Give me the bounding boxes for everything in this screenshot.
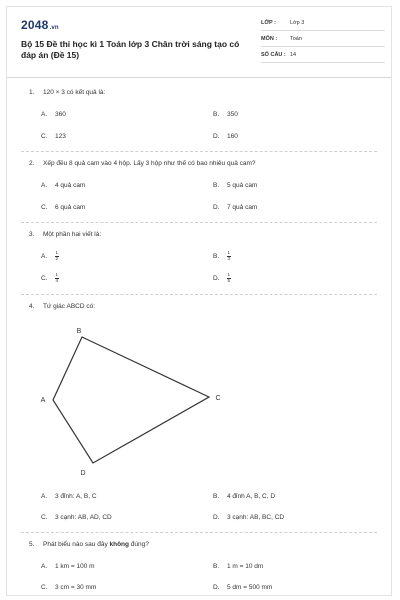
question-number: 1. (29, 89, 35, 96)
option-b[interactable] (213, 251, 231, 261)
meta-label-grade: LỚP : (261, 20, 276, 26)
option-a[interactable] (41, 493, 97, 500)
option-text: 4 quả cam (55, 182, 86, 189)
option-letter: B. (213, 182, 220, 189)
option-letter: B. (213, 563, 220, 570)
option-d[interactable] (213, 133, 238, 140)
meta-value-subject: Toán (290, 36, 302, 42)
option-b[interactable] (213, 111, 238, 118)
fraction-denominator: 2 (55, 255, 59, 261)
option-letter: D. (213, 274, 220, 282)
option-letter: B. (213, 252, 220, 260)
option-a[interactable] (41, 182, 85, 189)
option-letter: C. (41, 274, 48, 282)
option-c[interactable] (41, 273, 59, 283)
fraction (55, 251, 59, 261)
option-text: 123 (55, 133, 66, 140)
question-text: Phát biểu nào sau đây (43, 541, 110, 548)
meta-value-grade: Lớp 3 (290, 20, 305, 26)
question-number: 3. (29, 231, 35, 238)
option-letter: A. (41, 563, 48, 570)
option-text: 3 cm = 30 mm (55, 584, 97, 591)
exam-page (6, 6, 392, 596)
vertex-label-c: C (215, 395, 221, 402)
option-text: 3 đỉnh: A, B, C (55, 493, 97, 500)
option-letter: C. (41, 204, 48, 211)
option-letter: C. (41, 514, 48, 521)
option-b[interactable] (213, 493, 275, 500)
option-text: 6 quả cam (55, 204, 86, 211)
question-divider (21, 222, 377, 223)
fraction-denominator: 5 (227, 277, 231, 283)
option-d[interactable] (213, 204, 257, 211)
option-letter: D. (213, 584, 220, 591)
vertex-label-a: A (40, 397, 46, 404)
option-letter: A. (41, 493, 48, 500)
option-letter: A. (41, 252, 48, 260)
header-divider (7, 77, 391, 78)
fraction-numerator: 1 (55, 272, 59, 277)
option-text: 5 dm = 500 mm (227, 584, 273, 591)
site-logo[interactable] (21, 18, 59, 32)
option-d[interactable] (213, 273, 231, 283)
option-b[interactable] (213, 182, 257, 189)
option-c[interactable] (41, 514, 112, 521)
question-1 (29, 89, 105, 96)
question-divider (21, 294, 377, 295)
fraction-denominator: 3 (227, 255, 231, 261)
meta-divider (261, 30, 385, 31)
question-text: đúng? (129, 541, 149, 548)
meta-value-count: 14 (290, 52, 297, 58)
exam-title: Bộ 15 Đề thi học kì 1 Toán lớp 3 Chân trời sáng tạo có đáp án (Đề 15) (21, 39, 240, 60)
quadrilateral-abcd-figure (27, 321, 237, 483)
question-text-emphasis: không (109, 541, 129, 548)
option-text: 1 km = 100 m (55, 563, 95, 570)
option-text: 160 (227, 133, 238, 140)
fraction (55, 273, 59, 283)
option-c[interactable] (41, 133, 66, 140)
option-letter: D. (213, 514, 220, 521)
question-text: Một phần hai viết là: (43, 231, 102, 238)
option-letter: C. (41, 584, 48, 591)
option-d[interactable] (213, 584, 272, 591)
vertex-label-d: D (80, 470, 86, 477)
option-letter: B. (213, 493, 220, 500)
option-text: 350 (227, 111, 238, 118)
question-number: 4. (29, 303, 35, 310)
fraction-numerator: 1 (55, 250, 59, 255)
option-a[interactable] (41, 111, 66, 118)
meta-label-count: SỐ CÂU : (261, 52, 286, 58)
question-number: 5. (29, 541, 35, 548)
option-d[interactable] (213, 514, 284, 521)
question-3 (29, 231, 101, 238)
option-text: 5 quả cam (227, 182, 258, 189)
question-text: 120 × 3 có kết quả là: (43, 89, 106, 96)
question-4 (29, 303, 95, 310)
fraction (227, 273, 231, 283)
option-letter: D. (213, 204, 220, 211)
option-letter: A. (41, 182, 48, 189)
option-text: 1 m = 10 dm (227, 563, 264, 570)
question-text: Tứ giác ABCD có: (43, 303, 96, 310)
option-letter: B. (213, 111, 220, 118)
option-text: 3 cạnh: AB, AD, CD (55, 514, 112, 521)
quadrilateral-shape (53, 337, 209, 463)
option-a[interactable] (41, 563, 95, 570)
option-a[interactable] (41, 251, 59, 261)
meta-divider (261, 62, 385, 63)
question-number: 2. (29, 160, 35, 167)
option-letter: D. (213, 133, 220, 140)
option-b[interactable] (213, 563, 263, 570)
question-divider (21, 532, 377, 533)
option-text: 360 (55, 111, 66, 118)
option-text: 4 đỉnh A, B, C, D (227, 493, 276, 500)
fraction-denominator: 4 (55, 277, 59, 283)
question-5 (29, 541, 149, 548)
option-text: 7 quả cam (227, 204, 258, 211)
question-2 (29, 160, 256, 167)
fraction (227, 251, 231, 261)
logo-text: 2048 (21, 18, 49, 32)
vertex-label-b: B (76, 328, 82, 335)
meta-divider (261, 46, 385, 47)
question-text: Xếp đều 8 quả cam vào 4 hộp. Lấy 3 hộp như thế có bao nhiêu quả cam? (43, 160, 256, 167)
option-text: 3 cạnh: AB, BC, CD (227, 514, 285, 521)
option-c[interactable] (41, 204, 85, 211)
option-letter: A. (41, 111, 48, 118)
meta-label-subject: MÔN : (261, 36, 278, 42)
fraction-numerator: 1 (227, 272, 231, 277)
logo-suffix: .vn (49, 25, 59, 31)
question-divider (21, 151, 377, 152)
fraction-numerator: 1 (227, 250, 231, 255)
option-letter: C. (41, 133, 48, 140)
option-c[interactable] (41, 584, 96, 591)
